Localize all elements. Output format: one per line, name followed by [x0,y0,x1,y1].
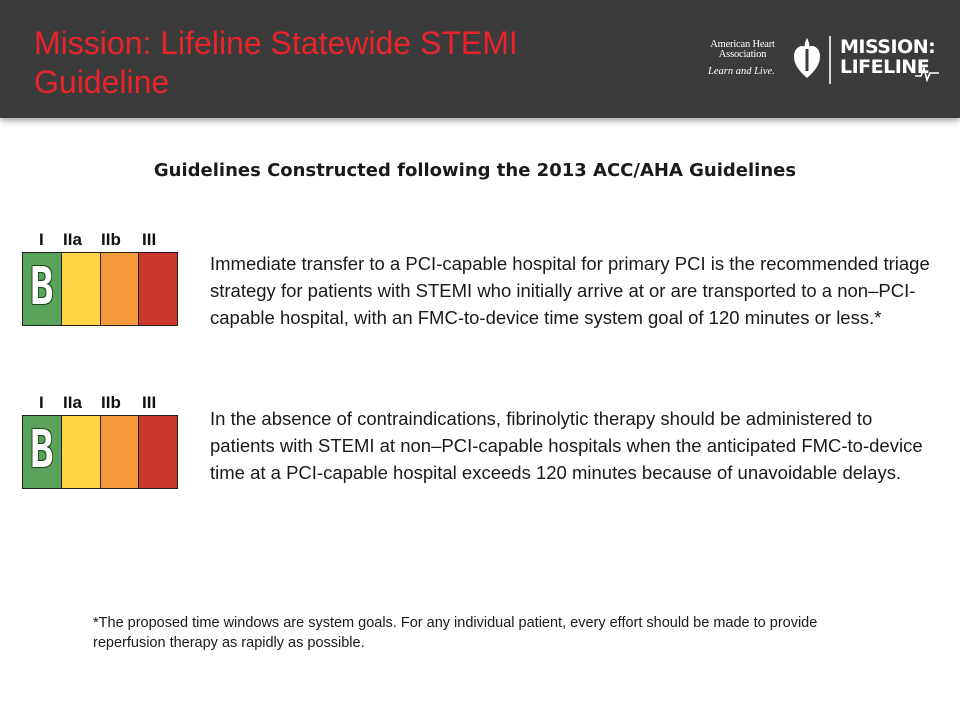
class-iib-box [101,253,140,325]
guideline-subtitle: Guidelines Constructed following the 2013 ACC/AHA Guidelines [153,160,797,181]
class-label-iia: IIa [63,393,82,412]
class-iii-box [139,253,177,325]
class-label-i: I [39,230,44,249]
class-iib-box [101,416,140,488]
class-boxes [22,415,178,489]
class-labels [22,393,182,415]
slide-title: Mission: Lifeline Statewide STEMI Guideline [34,25,518,100]
class-iia-box [62,253,101,325]
class-label-i: I [39,393,44,412]
class-indicator-2 [22,393,182,489]
level-of-evidence-label: B [30,420,54,480]
class-label-iia: IIa [63,230,82,249]
class-i-box [23,416,62,488]
mission-lifeline-logo: MISSION: LIFELINE [840,36,936,78]
level-of-evidence-label: B [30,257,54,317]
class-iia-box [62,416,101,488]
class-i-box [23,253,62,325]
header-bar [0,0,960,118]
class-labels [22,230,182,252]
aha-logo-tagline: Learn and Live. [708,66,775,77]
class-indicator-1 [22,230,182,326]
ekg-pulse-icon [915,64,939,82]
aha-logo-name: American Heart Association [710,39,775,60]
footnote: *The proposed time windows are system goals. For any individual patient, every effort should be made to provide reperfusion therapy as rapidly as possible. [93,615,818,651]
class-boxes [22,252,178,326]
class-label-iib: IIb [101,230,121,249]
class-iii-box [139,416,177,488]
class-label-iib: IIb [101,393,121,412]
logo-divider [829,36,831,84]
recommendation-text-2: In the absence of contraindications, fibrinolytic therapy should be administered to patients with STEMI at non–PCI-capable hospitals when the anticipated FMC-to-device time at a PCI-capable hospital exceeds 120 minutes because of unavoidable delays. [210,408,923,483]
class-label-iii: III [142,393,157,412]
heart-torch-icon [792,34,822,80]
logo-area [690,34,940,90]
recommendation-text-1: Immediate transfer to a PCI-capable hospital for primary PCI is the recommended triage strategy for patients with STEMI who initially arrive at or are transported to a non–PCI-capable hospital, with an FMC-to-device time system goal of 120 minutes or less.* [210,253,930,328]
class-label-iii: III [142,230,157,249]
